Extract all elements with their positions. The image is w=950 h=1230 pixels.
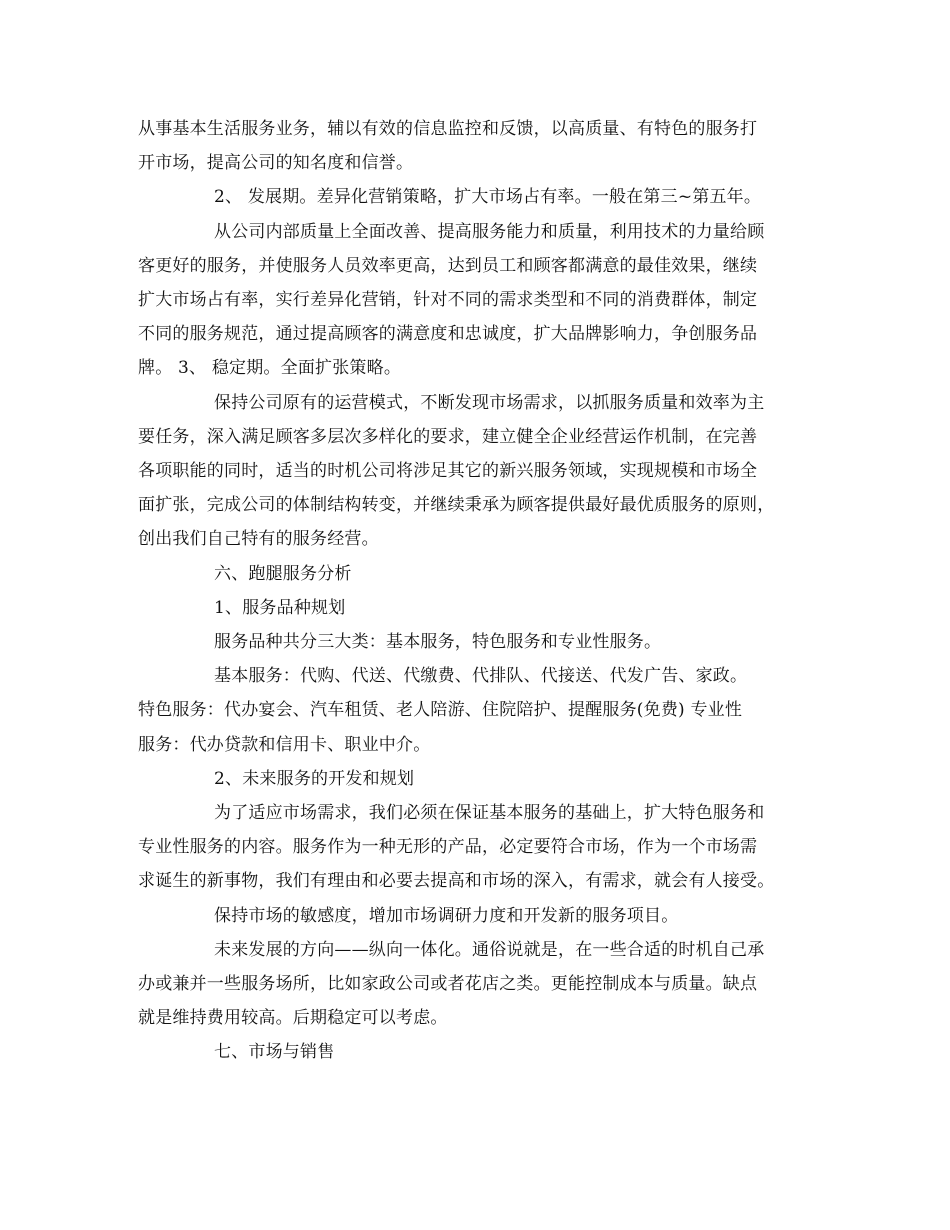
text-line: 从事基本生活服务业务，辅以有效的信息监控和反馈，以高质量、有特色的服务打: [138, 119, 758, 139]
text-line: 面扩张，完成公司的体制结构转变，并继续秉承为顾客提供最好最优质服务的原则，: [138, 495, 775, 516]
section-heading: 七、市场与销售: [214, 1042, 335, 1063]
text-line: 不同的服务规范，通过提高顾客的满意度和忠诚度，扩大品牌影响力，争创服务品: [138, 324, 758, 345]
text-line: 创出我们自己特有的服务经营。: [138, 529, 379, 550]
subsection-heading: 1、服务品种规划: [214, 597, 346, 618]
document-body: [138, 112, 818, 1070]
text-line: 服务品种共分三大类：基本服务，特色服务和专业性服务。: [214, 632, 662, 653]
text-line: 2、 发展期。差异化营销策略，扩大市场占有率。一般在第三~第五年。: [214, 187, 762, 208]
section-heading: 六、跑腿服务分析: [214, 563, 352, 584]
text-line: 开市场，提高公司的知名度和信誉。: [138, 153, 414, 174]
text-line: 牌。 3、 稳定期。全面扩张策略。: [138, 358, 402, 379]
text-line: 保持公司原有的运营模式，不断发现市场需求，以抓服务质量和效率为主: [214, 392, 765, 413]
text-line: 从公司内部质量上全面改善、提高服务能力和质量，利用技术的力量给顾: [214, 221, 765, 242]
text-line: 求诞生的新事物，我们有理由和必要去提高和市场的深入，有需求，就会有人接受。: [138, 871, 775, 892]
text-line: 未来发展的方向——纵向一体化。通俗说就是，在一些合适的时机自己承: [214, 939, 765, 960]
text-line: 专业性服务的内容。服务作为一种无形的产品，必定要符合市场，作为一个市场需: [138, 837, 758, 858]
text-line: 为了适应市场需求，我们必须在保证基本服务的基础上，扩大特色服务和: [214, 803, 765, 824]
text-line: 客更好的服务，并使服务人员效率更高，达到员工和顾客都满意的最佳效果，继续: [138, 255, 758, 276]
text-line: 要任务，深入满足顾客多层次多样化的要求，建立健全企业经营运作机制，在完善: [138, 426, 758, 447]
text-line: 扩大市场占有率，实行差异化营销，针对不同的需求类型和不同的消费群体，制定: [138, 290, 758, 311]
text-line: 办或兼并一些服务场所，比如家政公司或者花店之类。更能控制成本与质量。缺点: [138, 974, 758, 995]
text-line: 就是维持费用较高。后期稳定可以考虑。: [138, 1008, 448, 1029]
text-line: 基本服务：代购、代送、代缴费、代排队、代接送、代发广告、家政。: [214, 666, 748, 687]
subsection-heading: 2、未来服务的开发和规划: [214, 768, 415, 789]
text-line: 各项职能的同时，适当的时机公司将涉足其它的新兴服务领域，实现规模和市场全: [138, 461, 758, 482]
text-line: 保持市场的敏感度，增加市场调研力度和开发新的服务项目。: [214, 905, 679, 926]
text-line: 服务：代办贷款和信用卡、职业中介。: [138, 734, 431, 755]
text-line: 特色服务：代办宴会、汽车租赁、老人陪游、住院陪护、提醒服务(免费) 专业性: [138, 700, 743, 721]
